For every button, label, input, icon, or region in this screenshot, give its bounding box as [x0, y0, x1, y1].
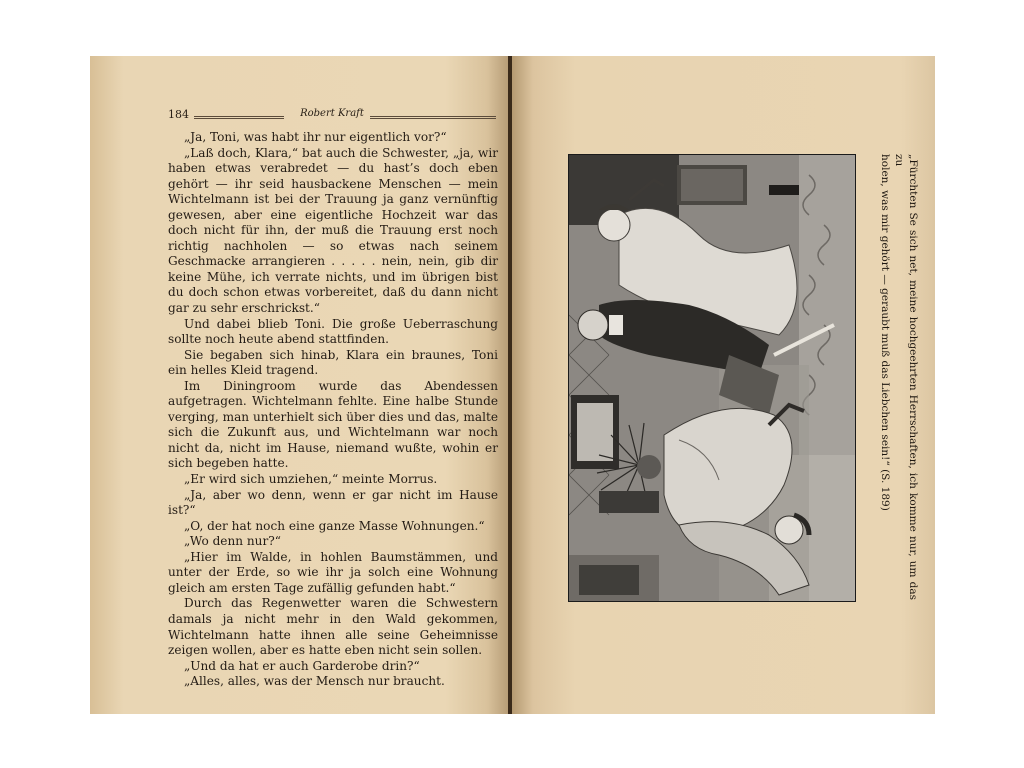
page-number: 184: [168, 108, 189, 121]
page-header: [168, 108, 496, 124]
header-rule-right: [370, 116, 496, 119]
paragraph: „Hier im Walde, in hohlen Baumstämmen, und unter der Erde, so wie ihr ja solch eine Wohnung gleich am ersten Tage zufällig gefunden habt.“: [168, 549, 498, 595]
left-page: [90, 56, 508, 714]
caption-line-2: holen, was mir gehört — geraubt muß das Liebchen sein!“ (S. 189): [879, 154, 891, 511]
illustration-caption: [878, 154, 920, 600]
paragraph: „Alles, alles, was der Mensch nur braucht.: [184, 674, 445, 689]
paragraph: „Ja, aber wo denn, wenn er gar nicht im Hause ist?“: [168, 487, 498, 518]
running-head: Robert Kraft: [300, 108, 364, 119]
body-text: [168, 130, 498, 690]
book-spread: [90, 56, 935, 714]
illustration: [568, 154, 856, 602]
paragraph: „Laß doch, Klara,“ bat auch die Schwester, „ja, wir haben etwas verabredet — du hast’s doch eben gehört — ihr seid hausbackene Menschen — mein Wichtelmann ist bei der Trauung ja ganz vernünftig gewesen, aber eine eigentliche Hochzeit war das doch nicht für ihn, der muß die Trauung erst noch richtig nachholen — so etwas nach seinem Geschmacke arrangieren . . . . . nein, nein, gib dir keine Mühe, ich verrate nichts, und im übrigen bist du doch schon etwas vorbereitet, daß du dann nicht gar zu sehr erschrickst.“: [168, 145, 498, 316]
paragraph: „Ja, Toni, was habt ihr nur eigentlich vor?“: [184, 130, 447, 144]
paragraph: „O, der hat noch eine ganze Masse Wohnungen.“: [184, 518, 485, 533]
caption-area: [864, 154, 934, 600]
paragraph: „Er wird sich umziehen,“ meinte Morrus.: [184, 472, 438, 487]
caption-line-1: „Fürchten Se sich net, meine hochgeehrten Herrschaften, ich komme nur, um das zu: [893, 154, 919, 600]
paragraph: „Wo denn nur?“: [184, 534, 281, 549]
right-page: [512, 56, 935, 714]
paragraph: Sie begaben sich hinab, Klara ein braunes, Toni ein helles Kleid tragend.: [168, 347, 498, 378]
paragraph: Und dabei blieb Toni. Die große Ueberraschung sollte noch heute abend stattfinden.: [168, 316, 498, 347]
paragraph: Im Diningroom wurde das Abendessen aufgetragen. Wichtelmann fehlte. Eine halbe Stunde verging, man unterhielt sich über dies und das, malte sich die Zukunft aus, und Wichtelmann war noch nicht da, nicht im Hause, niemand wußte, wohin er sich begeben hatte.: [168, 378, 498, 471]
illustration-drawing: [569, 155, 855, 601]
paragraph: „Und da hat er auch Garderobe drin?“: [184, 658, 420, 673]
paragraph: Durch das Regenwetter waren die Schwestern damals ja nicht mehr in den Wald gekommen, Wichtelmann hatte ihnen alle seine Geheimnisse zeigen wollen, aber es hatte eben nicht sein sollen.: [168, 596, 498, 658]
